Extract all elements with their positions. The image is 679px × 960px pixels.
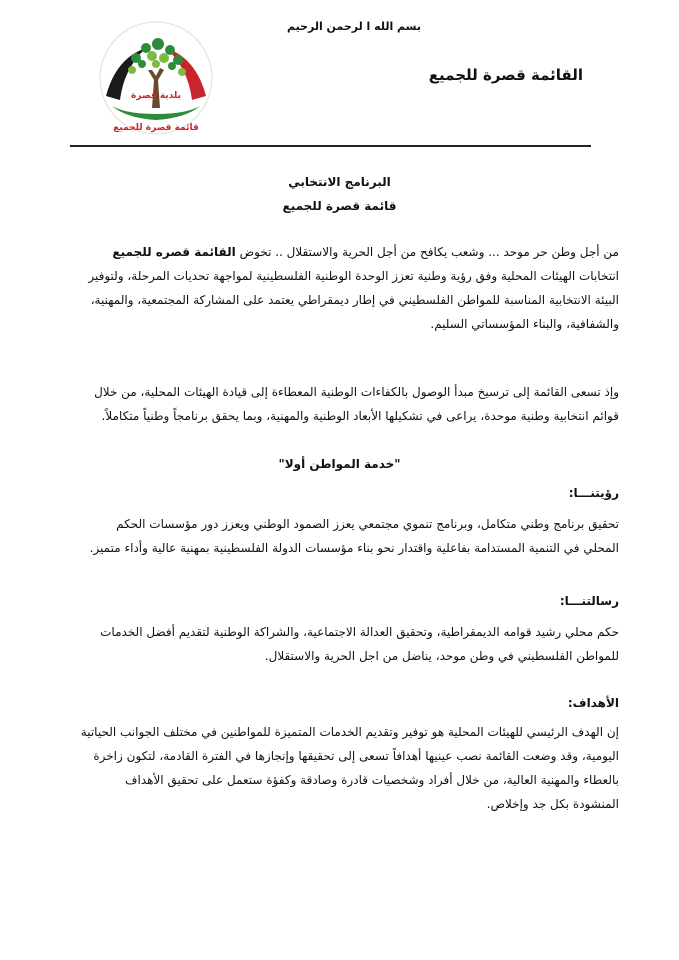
- intro-line-3: البيئة الانتخابية المناسبة للمواطن الفلسطيني في إطار ديمقراطي يعتمد على المشاركة المجتمعية، والمهنية،: [90, 293, 619, 307]
- goals-heading: الأهداف:: [567, 696, 619, 710]
- logo-text-bottom: قائمة قصرة للجميع: [113, 123, 199, 133]
- header-divider: [70, 145, 591, 147]
- slogan: "خدمة المواطن أولا": [278, 457, 401, 471]
- goals-line-2: اليومية، وقد وضعت القائمة نصب عينيها أهدافاً تسعى إلى تحقيقها وإنجازها في الفترة القادمة، لتكون زاخرة: [93, 749, 619, 763]
- intro-line-1: من أجل وطن حر موحد ... وشعب يكافح من أجل الحرية والاستقلال .. تخوض القائمة قصره للجميع: [112, 245, 619, 259]
- vision-line-2: المحلي في التنمية المستدامة بفاعلية واقتدار نحو بناء مؤسسات الدولة الفلسطينية بمهنية عالية وأداء متميز.: [89, 541, 619, 555]
- mission-line-2: للمواطن الفلسطيني في وطن موحد، يناضل من اجل الحرية والاستقلال.: [264, 649, 619, 663]
- vision-line-1: تحقيق برنامج وطني متكامل، وبرنامج تنموي مجتمعي يعزز الصمود الوطني ويعزز دور مؤسسات الحكم: [116, 517, 619, 531]
- list-name-header: القائمة قصرة للجميع: [428, 66, 583, 84]
- intro-paragraph: [59, 240, 619, 336]
- mission-heading: رسالتنـــا:: [559, 594, 619, 608]
- list-logo: [96, 18, 216, 138]
- strategy-line-2: قوائم انتخابية وطنية موحدة، يراعى في تشكيلها الأبعاد الوطنية والمهنية، وبما يحقق برنامجاً وطنياً متكاملاً.: [101, 409, 619, 423]
- strategy-line-1: وإذ تسعى القائمة إلى ترسيخ مبدأ الوصول بالكفاءات الوطنية المعطاءة إلى قيادة الهيئات المحلية، من خلال: [94, 385, 619, 399]
- strategy-paragraph: [59, 380, 619, 428]
- mission-line-1: حكم محلي رشيد قوامه الديمقراطية، وتحقيق العدالة الاجتماعية، والشراكة الوطنية لتقديم أفضل الخدمات: [100, 625, 619, 639]
- mission-paragraph: [59, 620, 619, 668]
- logo-text-top: بلدية قصرة: [131, 91, 181, 101]
- program-title: البرنامج الانتخابي: [288, 175, 391, 189]
- list-title: قائمة قصرة للجميع: [282, 199, 397, 213]
- goals-line-3: بالعطاء والمهنية العالية، من خلال أفراد وشخصيات قادرة وصادقة وكفؤة ستعمل على تحقيق الأهداف: [125, 773, 619, 787]
- goals-paragraph: [59, 720, 619, 816]
- list-name-inline: القائمة قصره للجميع: [112, 245, 236, 259]
- vision-heading: رؤيتنـــا:: [568, 486, 619, 500]
- goals-line-1: إن الهدف الرئيسي للهيئات المحلية هو توفير وتقديم الخدمات المتميزة للمواطنين في مختلف الجوانب الحياتية: [80, 725, 619, 739]
- basmala: بسم الله ا لرحمن الرحيم: [286, 20, 421, 33]
- tree-logo-icon: [96, 18, 216, 138]
- vision-paragraph: [59, 512, 619, 560]
- intro-line-4: والشفافية، والبناء المؤسساتي السليم.: [430, 317, 619, 331]
- intro-line-2: انتخابات الهيئات المحلية وفق رؤية وطنية تعزز الوحدة الوطنية الفلسطينية لمواجهة تحديات المرحلة، ولتوفير: [88, 269, 619, 283]
- goals-line-4: المنشودة بكل جد وإخلاص.: [486, 797, 619, 811]
